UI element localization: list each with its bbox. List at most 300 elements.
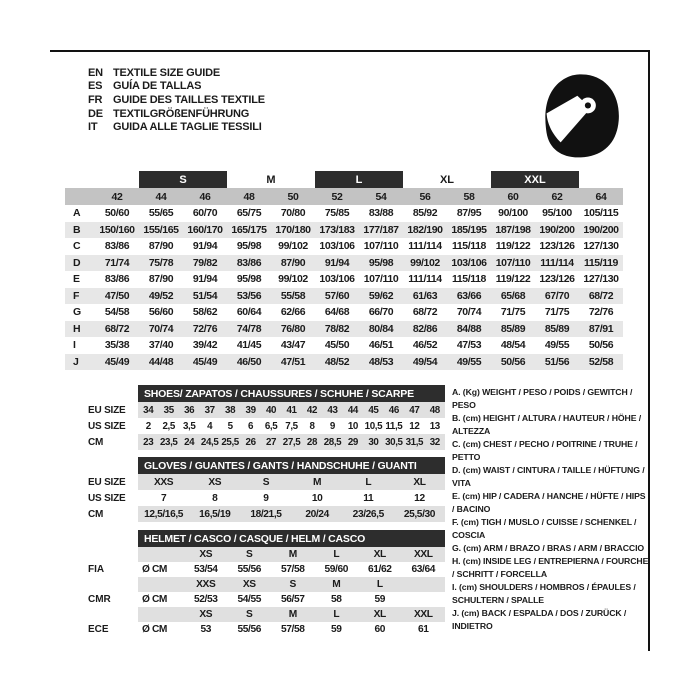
- measure-cell: 123/126: [539, 240, 575, 253]
- size-group-s: S: [139, 171, 227, 188]
- measure-cell: 48/54: [500, 339, 526, 352]
- helmet-value-cell: 59: [330, 624, 342, 635]
- measure-cell: 105/115: [583, 207, 619, 220]
- measure-cell: 50/56: [588, 339, 614, 352]
- measure-row-b: [65, 222, 623, 239]
- helmet-size-cell: XS: [199, 549, 213, 560]
- helmet-value-cell: 55/56: [237, 564, 261, 575]
- corner-cell: [138, 577, 184, 592]
- measure-cell: 115/119: [584, 256, 618, 269]
- measure-cell: 87/90: [148, 240, 174, 253]
- measure-cell: 53/56: [236, 289, 262, 302]
- size-header-cell: 58: [463, 190, 475, 203]
- helmet-value-cell: 61: [417, 624, 429, 635]
- measure-cell: 79/82: [192, 256, 218, 269]
- row-label: D: [73, 256, 81, 269]
- legend-item: D. (cm) WAIST / CINTURA / TAILLE / HÜFTUNG / VITA: [452, 465, 645, 488]
- value-cell: 25,5: [221, 436, 239, 448]
- measure-cell: 170/180: [275, 223, 311, 236]
- value-cell: 35: [163, 404, 174, 416]
- measure-cell: 63/66: [456, 289, 482, 302]
- measure-cell: 155/165: [143, 223, 179, 236]
- row-label: G: [73, 306, 81, 319]
- measure-cell: 46/50: [236, 355, 262, 368]
- value-cell: 43: [327, 404, 338, 416]
- legend-item: I. (cm) SHOULDERS / HOMBROS / ÉPAULES / SCHULTERN / SPALLE: [452, 582, 636, 605]
- measure-cell: 103/106: [319, 273, 355, 286]
- measure-cell: 47/50: [104, 289, 130, 302]
- measure-row-f: [65, 288, 623, 305]
- measure-cell: 49/55: [456, 355, 482, 368]
- helmet-size-row: [138, 577, 445, 592]
- measure-cell: 74/78: [236, 322, 262, 335]
- measure-cell: 49/55: [544, 339, 570, 352]
- measure-cell: 66/70: [368, 306, 394, 319]
- language-list: [88, 66, 265, 134]
- value-cell: 12,5/16,5: [144, 508, 184, 520]
- measure-cell: 91/94: [192, 273, 218, 286]
- measure-cell: 60/70: [192, 207, 218, 220]
- value-cell: 16,5/19: [199, 508, 231, 520]
- standard-label-fia: FIA: [88, 564, 105, 575]
- language-row: [88, 107, 265, 121]
- helmet-value-cell: 58: [330, 594, 342, 605]
- value-cell: 11: [363, 492, 374, 504]
- value-cell: 27,5: [282, 436, 301, 448]
- standard-label-ece: ECE: [88, 624, 109, 635]
- value-cell: XXS: [153, 476, 174, 488]
- value-cell: 9: [329, 420, 335, 432]
- measure-cell: 173/183: [319, 223, 355, 236]
- measure-cell: 95/98: [236, 240, 262, 253]
- value-cell: L: [365, 476, 372, 488]
- measure-cell: 165/175: [231, 223, 267, 236]
- measure-cell: 78/82: [324, 322, 350, 335]
- measure-cell: 72/76: [192, 322, 218, 335]
- measure-cell: 47/53: [456, 339, 482, 352]
- language-label: GUIDA ALLE TAGLIE TESSILI: [113, 121, 262, 134]
- helmet-size-cell: [402, 577, 446, 592]
- value-cell: 36: [184, 404, 195, 416]
- size-header-cell: 44: [155, 190, 167, 203]
- diameter-label: Ø CM: [142, 564, 167, 575]
- value-cell: 18/21,5: [250, 508, 282, 520]
- measure-cell: 72/76: [588, 306, 614, 319]
- measure-cell: 95/100: [542, 207, 572, 220]
- value-cell: XL: [413, 476, 426, 488]
- measure-row-i: [65, 337, 623, 354]
- measure-cell: 185/195: [451, 223, 487, 236]
- measure-cell: 182/190: [407, 223, 443, 236]
- value-cell: 28,5: [323, 436, 342, 448]
- measure-cell: 83/86: [104, 273, 130, 286]
- language-row: [88, 80, 265, 94]
- helmet-size-cell: M: [288, 609, 297, 620]
- value-cell: 2: [145, 420, 151, 432]
- measure-cell: 103/106: [451, 256, 487, 269]
- size-group-xxl: XXL: [491, 171, 579, 188]
- value-cell: 42: [306, 404, 318, 416]
- measure-cell: 87/95: [456, 207, 482, 220]
- measure-cell: 83/86: [104, 240, 130, 253]
- helmet-value-row: [138, 592, 445, 607]
- measure-cell: 115/118: [452, 240, 486, 253]
- table-row: [138, 434, 445, 450]
- measure-cell: 57/60: [324, 289, 350, 302]
- racing-helmet-icon: [536, 70, 624, 162]
- row-label: A: [73, 207, 81, 220]
- value-cell: 45: [368, 404, 379, 416]
- side-label: CM: [88, 436, 104, 448]
- measure-cell: 70/74: [148, 322, 174, 335]
- measure-cell: 37/40: [148, 339, 174, 352]
- helmet-size-cell: XXL: [413, 549, 433, 560]
- measure-cell: 84/88: [456, 322, 482, 335]
- side-label: CM: [88, 508, 104, 520]
- measure-cell: 49/52: [148, 289, 174, 302]
- value-cell: 25,5/30: [403, 508, 436, 520]
- measure-cell: 111/114: [408, 273, 442, 286]
- measure-cell: 90/100: [498, 207, 528, 220]
- legend-item: G. (cm) ARM / BRAZO / BRAS / ARM / BRACCIO: [452, 543, 645, 553]
- measure-cell: 64/68: [324, 306, 350, 319]
- legend-item: E. (cm) HIP / CADERA / HANCHE / HÜFTE / HIPS / BACINO: [452, 491, 646, 514]
- value-cell: 27: [265, 436, 277, 448]
- measure-cell: 50/56: [500, 355, 526, 368]
- measure-cell: 107/110: [495, 256, 531, 269]
- measure-cell: 68/72: [412, 306, 438, 319]
- value-cell: 2,5: [162, 420, 175, 432]
- measure-cell: 71/74: [104, 256, 130, 269]
- measurement-legend: [452, 386, 650, 633]
- measure-cell: 87/91: [588, 322, 614, 335]
- helmet-size-cell: XXL: [413, 609, 433, 620]
- measure-cell: 49/54: [412, 355, 438, 368]
- size-header-cell: 56: [419, 190, 431, 203]
- size-group-m: M: [266, 173, 276, 186]
- helmet-size-cell: XL: [373, 609, 386, 620]
- measure-cell: 107/110: [363, 240, 399, 253]
- size-header-cell: 54: [375, 190, 387, 203]
- corner-cell: [138, 607, 184, 622]
- table-row: [138, 506, 445, 522]
- legend-item: H. (cm) INSIDE LEG / ENTREPIERNA / FOURCHE / SCHRITT / FORCELLA: [452, 556, 649, 579]
- measure-cell: 44/48: [148, 355, 174, 368]
- measure-cell: 50/60: [104, 207, 130, 220]
- language-code: FR: [88, 93, 103, 106]
- helmet-size-row: [138, 547, 445, 562]
- measure-cell: 87/90: [148, 273, 174, 286]
- size-header-cell: 52: [331, 190, 343, 203]
- helmet-value-cell: [402, 592, 446, 607]
- value-cell: M: [313, 476, 322, 488]
- size-header-row: [65, 188, 623, 205]
- table-row: [138, 474, 445, 490]
- legend-item: B. (cm) HEIGHT / ALTURA / HAUTEUR / HÖHE / ALTEZZA: [452, 413, 642, 436]
- measure-cell: 111/114: [408, 240, 442, 253]
- size-group-l: L: [315, 171, 403, 188]
- measure-cell: 123/126: [539, 273, 575, 286]
- measure-cell: 83/86: [236, 256, 262, 269]
- value-cell: 6: [248, 420, 254, 432]
- measure-cell: 68/72: [588, 289, 614, 302]
- value-cell: 32: [429, 436, 440, 448]
- value-cell: 20/24: [305, 508, 329, 520]
- helmet-value-cell: 59: [374, 594, 386, 605]
- value-cell: S: [262, 476, 270, 488]
- value-cell: 9: [263, 492, 269, 504]
- measure-cell: 60/64: [236, 306, 262, 319]
- measure-cell: 58/62: [192, 306, 218, 319]
- measure-cell: 41/45: [236, 339, 262, 352]
- main-size-table: [65, 170, 623, 370]
- value-cell: 28: [306, 436, 318, 448]
- measure-cell: 45/50: [324, 339, 350, 352]
- value-cell: 24: [184, 436, 195, 448]
- measure-row-d: [65, 255, 623, 272]
- measure-cell: 119/122: [495, 273, 531, 286]
- helmet-table: [138, 547, 445, 637]
- language-code: DE: [88, 107, 103, 120]
- measure-cell: 87/90: [280, 256, 306, 269]
- measure-cell: 99/102: [278, 240, 308, 253]
- measure-cell: 46/51: [368, 339, 394, 352]
- helmet-size-cell: L: [333, 609, 340, 620]
- side-label: EU SIZE: [88, 404, 126, 416]
- helmet-value-cell: 53/54: [194, 564, 218, 575]
- language-label: TEXTILGRÖßENFÜHRUNG: [113, 107, 250, 120]
- row-label: C: [73, 240, 81, 253]
- value-cell: 6,5: [264, 420, 278, 432]
- value-cell: 3,5: [182, 420, 196, 432]
- helmet-size-row: [138, 607, 445, 622]
- value-cell: 47: [409, 404, 420, 416]
- row-label: B: [73, 223, 81, 236]
- measure-cell: 99/102: [410, 256, 440, 269]
- value-cell: 41: [286, 404, 297, 416]
- language-code: IT: [88, 121, 98, 134]
- measure-cell: 71/75: [544, 306, 570, 319]
- value-cell: 23/26,5: [352, 508, 384, 520]
- measure-cell: 39/42: [192, 339, 218, 352]
- measure-cell: 76/80: [280, 322, 306, 335]
- diameter-label: Ø CM: [142, 594, 167, 605]
- standard-label-cmr: CMR: [88, 594, 111, 605]
- measure-cell: 85/92: [412, 207, 438, 220]
- shoes-table: [138, 402, 445, 450]
- value-cell: 44: [347, 404, 358, 416]
- measure-cell: 51/54: [192, 289, 218, 302]
- helmet-size-cell: M: [288, 549, 297, 560]
- helmet-size-cell: L: [376, 579, 383, 590]
- helmet-size-cell: M: [332, 579, 341, 590]
- measure-cell: 127/130: [583, 240, 619, 253]
- size-header-cell: 64: [595, 190, 607, 203]
- helmet-value-cell: 53: [200, 624, 212, 635]
- language-row: [88, 66, 265, 80]
- value-cell: XS: [208, 476, 222, 488]
- value-cell: 7,5: [285, 420, 298, 432]
- language-label: TEXTILE SIZE GUIDE: [113, 66, 221, 79]
- language-label: GUIDE DES TAILLES TEXTILE: [113, 93, 265, 106]
- gloves-title-bar: GLOVES / GUANTES / GANTS / HANDSCHUHE / GUANTI: [138, 457, 445, 474]
- value-cell: 12: [409, 420, 420, 432]
- size-header-cell: 42: [111, 190, 123, 203]
- value-cell: 40: [265, 404, 277, 416]
- measure-cell: 45/49: [192, 355, 218, 368]
- helmet-value-cell: 55/56: [237, 624, 261, 635]
- measure-cell: 54/58: [104, 306, 130, 319]
- measure-cell: 95/98: [368, 256, 394, 269]
- shoes-side-labels: [88, 402, 126, 450]
- helmet-title-bar: HELMET / CASCO / CASQUE / HELM / CASCO: [138, 530, 445, 547]
- measure-cell: 103/106: [319, 240, 355, 253]
- helmet-value-row: [138, 622, 445, 637]
- measure-cell: 43/47: [280, 339, 306, 352]
- value-cell: 10: [347, 420, 358, 432]
- measure-cell: 95/98: [236, 273, 262, 286]
- measure-row-j: [65, 354, 623, 371]
- measure-cell: 190/200: [583, 223, 619, 236]
- measure-cell: 91/94: [324, 256, 350, 269]
- measure-cell: 46/52: [412, 339, 438, 352]
- helmet-value-cell: 61/62: [368, 564, 392, 575]
- helmet-value-cell: 52/53: [194, 594, 218, 605]
- gloves-table: [138, 474, 445, 522]
- value-cell: 7: [160, 492, 167, 504]
- measure-cell: 83/88: [368, 207, 394, 220]
- row-label: J: [73, 355, 79, 368]
- table-row: [138, 402, 445, 418]
- shoes-title-bar: SHOES/ ZAPATOS / CHAUSSURES / SCHUHE / SCARPE: [138, 385, 445, 402]
- measure-row-g: [65, 304, 623, 321]
- size-group-row: [65, 170, 623, 188]
- value-cell: 23,5: [159, 436, 178, 448]
- helmet-value-cell: 60: [374, 624, 386, 635]
- language-row: [88, 120, 265, 134]
- value-cell: 26: [245, 436, 256, 448]
- measure-cell: 115/118: [452, 273, 486, 286]
- row-label: E: [73, 273, 80, 286]
- helmet-size-cell: S: [246, 549, 253, 560]
- size-header-cell: 50: [287, 190, 299, 203]
- measure-cell: 65/75: [236, 207, 262, 220]
- language-code: ES: [88, 80, 103, 93]
- side-label: US SIZE: [88, 492, 126, 504]
- measure-row-a: [65, 205, 623, 222]
- legend-item: J. (cm) BACK / ESPALDA / DOS / ZURÜCK / INDIETRO: [452, 608, 627, 631]
- measure-cell: 70/80: [280, 207, 306, 220]
- value-cell: 11,5: [385, 420, 403, 432]
- helmet-value-cell: 63/64: [411, 564, 435, 575]
- diameter-label: Ø CM: [142, 624, 167, 635]
- measure-cell: 61/63: [412, 289, 438, 302]
- measure-row-h: [65, 321, 623, 338]
- helmet-value-cell: 56/57: [281, 594, 305, 605]
- table-row: [138, 418, 445, 434]
- value-cell: 31,5: [405, 436, 424, 448]
- measure-cell: 65/68: [500, 289, 526, 302]
- measure-cell: 55/65: [148, 207, 174, 220]
- helmet-value-cell: 54/55: [237, 594, 261, 605]
- measure-cell: 85/89: [500, 322, 526, 335]
- measure-cell: 47/51: [280, 355, 306, 368]
- value-cell: 4: [207, 420, 213, 432]
- legend-item: C. (cm) CHEST / PECHO / POITRINE / TRUHE / PETTO: [452, 439, 638, 462]
- value-cell: 12: [414, 492, 425, 504]
- side-label: EU SIZE: [88, 476, 126, 488]
- measure-cell: 111/114: [540, 256, 574, 269]
- measure-cell: 59/62: [368, 289, 394, 302]
- value-cell: 46: [388, 404, 399, 416]
- value-cell: 10: [311, 492, 323, 504]
- measure-cell: 160/170: [187, 223, 223, 236]
- helmet-size-cell: XS: [199, 609, 213, 620]
- helmet-size-cell: XXS: [196, 579, 216, 590]
- value-cell: 30,5: [385, 436, 403, 448]
- measure-cell: 51/56: [544, 355, 570, 368]
- measure-cell: 85/89: [544, 322, 570, 335]
- row-label: I: [73, 339, 76, 352]
- size-header-cell: 48: [243, 190, 255, 203]
- helmet-size-cell: XL: [373, 549, 386, 560]
- measure-cell: 45/49: [104, 355, 130, 368]
- measure-cell: 71/75: [500, 306, 526, 319]
- value-cell: 30: [368, 436, 379, 448]
- corner-cell: [138, 547, 184, 562]
- helmet-value-row: [138, 562, 445, 577]
- size-header-cell: 60: [507, 190, 519, 203]
- measure-cell: 35/38: [104, 339, 130, 352]
- measure-cell: 91/94: [192, 240, 218, 253]
- measure-cell: 48/53: [368, 355, 394, 368]
- measure-cell: 107/110: [363, 273, 399, 286]
- value-cell: 37: [204, 404, 215, 416]
- row-label: F: [73, 289, 80, 302]
- measure-cell: 70/74: [456, 306, 482, 319]
- value-cell: 5: [227, 420, 233, 432]
- value-cell: 8: [212, 492, 218, 504]
- measure-cell: 48/52: [324, 355, 350, 368]
- measure-cell: 68/72: [104, 322, 130, 335]
- size-header-cell: 62: [551, 190, 563, 203]
- helmet-value-cell: 59/60: [324, 564, 348, 575]
- value-cell: 39: [245, 404, 256, 416]
- measure-cell: 150/160: [99, 223, 135, 236]
- value-cell: 34: [143, 404, 154, 416]
- helmet-size-cell: XS: [242, 579, 256, 590]
- legend-item: F. (cm) TIGH / MUSLO / CUISSE / SCHENKEL / COSCIA: [452, 517, 637, 540]
- table-row: [138, 490, 445, 506]
- helmet-value-cell: 57/58: [281, 564, 305, 575]
- size-group-xl: XL: [439, 173, 455, 186]
- measure-cell: 67/70: [544, 289, 570, 302]
- value-cell: 23: [143, 436, 154, 448]
- measure-cell: 127/130: [583, 273, 619, 286]
- measure-cell: 52/58: [588, 355, 614, 368]
- helmet-size-cell: S: [289, 579, 296, 590]
- value-cell: 10,5: [364, 420, 383, 432]
- value-cell: 24,5: [200, 436, 219, 448]
- measure-cell: 177/187: [363, 223, 399, 236]
- helmet-value-cell: 57/58: [281, 624, 305, 635]
- value-cell: 48: [429, 404, 440, 416]
- row-label: H: [73, 322, 81, 335]
- language-code: EN: [88, 66, 103, 79]
- measure-cell: 56/60: [148, 306, 174, 319]
- size-header-corner: [65, 188, 95, 205]
- value-cell: 8: [309, 420, 315, 432]
